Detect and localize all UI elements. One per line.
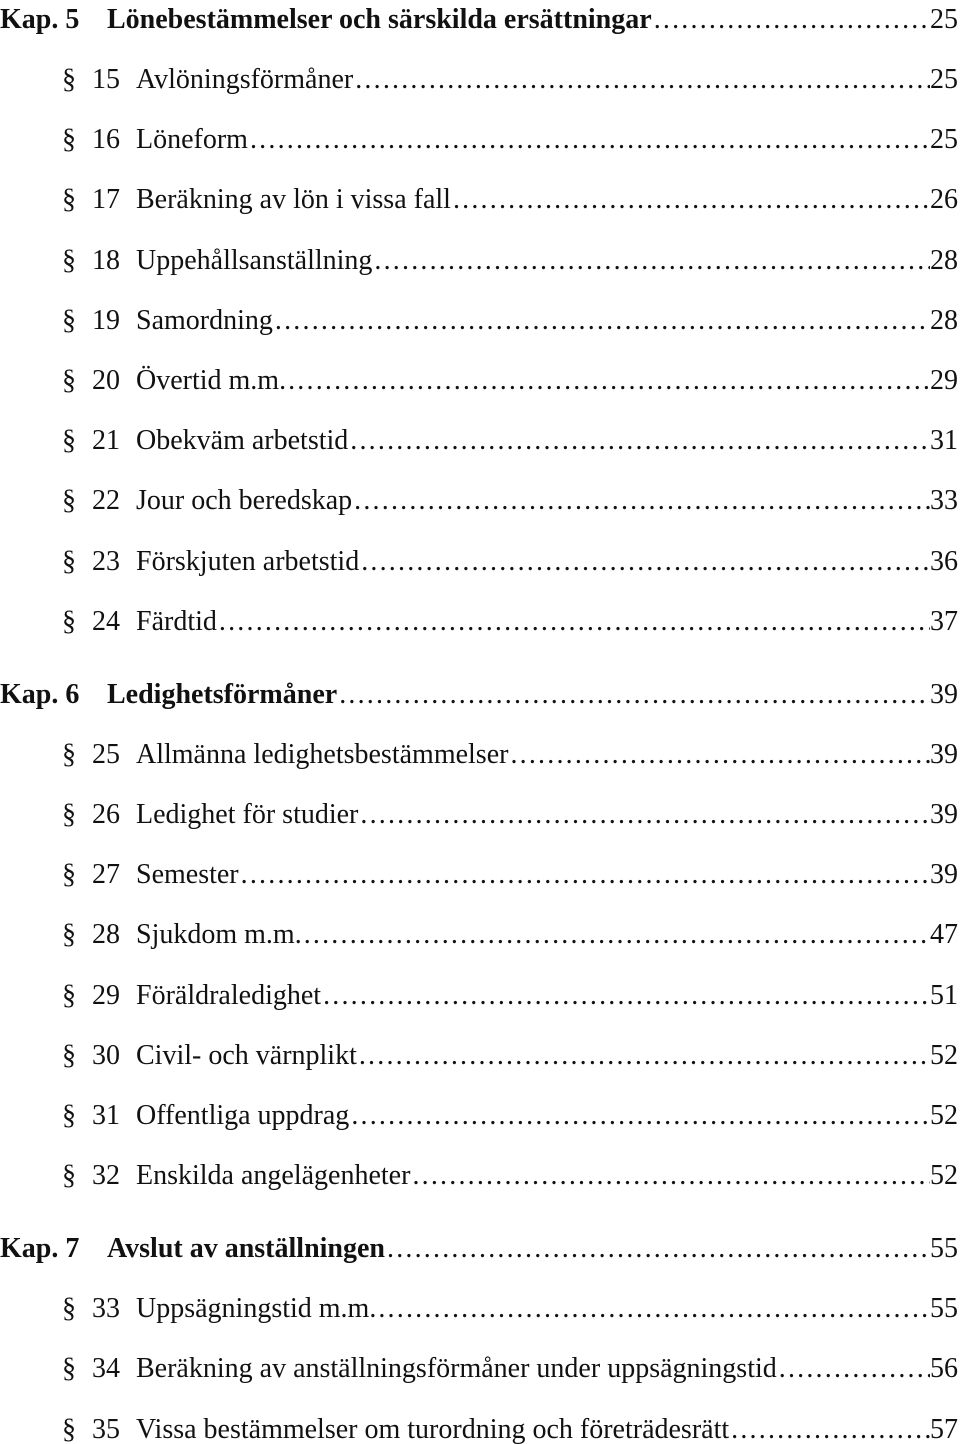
section-number: 27	[92, 859, 120, 890]
section-symbol: §	[62, 1413, 76, 1444]
section-symbol: §	[62, 605, 76, 636]
toc-section-entry[interactable]	[0, 415, 958, 455]
section-symbol: §	[62, 545, 76, 576]
toc-section-entry[interactable]	[0, 729, 958, 769]
section-symbol: §	[62, 485, 76, 516]
entry-title: Civil- och värnplikt	[136, 1039, 357, 1070]
section-number: 32	[92, 1160, 120, 1191]
dot-leader	[777, 1355, 930, 1383]
section-number: 28	[92, 919, 120, 950]
dot-leader	[359, 548, 930, 576]
dot-leader	[273, 307, 930, 335]
entry-title: Ledighet för studier	[136, 799, 359, 829]
entry-title: Avlöningsförmåner	[136, 64, 354, 94]
section-symbol: §	[62, 425, 76, 456]
toc-chapter-entry[interactable]	[0, 669, 958, 709]
chapter-number: Kap. 6	[0, 678, 80, 709]
dot-leader	[376, 1295, 930, 1323]
dot-leader	[353, 66, 930, 94]
toc-section-entry[interactable]	[0, 909, 958, 949]
entry-title: Uppsägningstid m.m.	[136, 1293, 377, 1324]
page-number: 28	[930, 244, 958, 275]
dot-leader	[352, 487, 930, 515]
section-number: 24	[92, 605, 120, 636]
dot-leader	[248, 126, 930, 154]
page-number: 39	[930, 859, 958, 890]
entry-title: Semester	[136, 859, 239, 890]
entry-title: Enskilda angelägenheter	[136, 1160, 411, 1191]
entry-title: Löneform	[136, 124, 248, 155]
section-number: 31	[92, 1100, 120, 1130]
page-number: 25	[930, 4, 958, 34]
page-number: 47	[930, 919, 958, 950]
entry-title: Förskjuten arbetstid	[136, 545, 360, 576]
dot-leader	[348, 427, 930, 455]
section-number: 26	[92, 799, 120, 829]
page-number: 52	[930, 1100, 958, 1130]
page-number: 55	[930, 1293, 958, 1324]
dot-leader	[652, 6, 930, 34]
toc-section-entry[interactable]	[0, 1283, 958, 1323]
toc-section-entry[interactable]	[0, 174, 958, 214]
section-number: 25	[92, 738, 120, 769]
section-symbol: §	[62, 124, 76, 155]
section-number: 34	[92, 1353, 120, 1384]
page-number: 39	[930, 678, 958, 709]
section-symbol: §	[62, 365, 76, 395]
section-symbol: §	[62, 738, 76, 769]
page-number: 29	[930, 365, 958, 395]
chapter-number: Kap. 5	[0, 4, 80, 34]
section-number: 21	[92, 425, 120, 456]
dot-leader	[357, 1042, 930, 1070]
toc-chapter-entry[interactable]	[0, 0, 958, 34]
section-number: 18	[92, 244, 120, 275]
entry-title: Jour och beredskap	[136, 485, 353, 516]
page-number: 39	[930, 738, 958, 769]
section-number: 35	[92, 1413, 120, 1444]
toc-section-entry[interactable]	[0, 789, 958, 829]
entry-title: Sjukdom m.m.	[136, 919, 302, 950]
toc-section-entry[interactable]	[0, 1030, 958, 1070]
dot-leader	[239, 861, 930, 889]
page-number: 28	[930, 304, 958, 335]
section-symbol: §	[62, 184, 76, 215]
toc-section-entry[interactable]	[0, 1150, 958, 1190]
entry-title: Lönebestämmelser och särskilda ersättningar	[107, 4, 652, 34]
toc-section-entry[interactable]	[0, 849, 958, 889]
section-number: 17	[92, 184, 120, 215]
dot-leader	[286, 367, 930, 395]
entry-title: Övertid m.m.	[136, 365, 287, 395]
chapter-number: Kap. 7	[0, 1233, 80, 1264]
toc-section-entry[interactable]	[0, 1404, 958, 1444]
dot-leader	[358, 801, 930, 829]
section-symbol: §	[62, 304, 76, 335]
page-number: 52	[930, 1160, 958, 1191]
toc-section-entry[interactable]	[0, 54, 958, 94]
page-number: 37	[930, 605, 958, 636]
page-number: 26	[930, 184, 958, 215]
entry-title: Samordning	[136, 304, 273, 335]
entry-title: Avslut av anställningen	[107, 1233, 385, 1264]
dot-leader	[302, 921, 930, 949]
section-number: 16	[92, 124, 120, 155]
entry-title: Ledighetsförmåner	[107, 678, 338, 709]
page-number: 55	[930, 1233, 958, 1264]
section-symbol: §	[62, 244, 76, 275]
dot-leader	[410, 1162, 930, 1190]
page-number: 33	[930, 485, 958, 516]
section-symbol: §	[62, 1293, 76, 1324]
section-symbol: §	[62, 919, 76, 950]
section-number: 33	[92, 1293, 120, 1324]
section-symbol: §	[62, 979, 76, 1010]
toc-section-entry[interactable]	[0, 970, 958, 1010]
page-number: 39	[930, 799, 958, 829]
dot-leader	[729, 1416, 930, 1444]
dot-leader	[217, 608, 930, 636]
toc-section-entry[interactable]	[0, 114, 958, 154]
page-number: 52	[930, 1039, 958, 1070]
entry-title: Färdtid	[136, 605, 217, 636]
toc-section-entry[interactable]	[0, 475, 958, 515]
section-symbol: §	[62, 1039, 76, 1070]
entry-title: Uppehållsanställning	[136, 244, 373, 275]
section-number: 22	[92, 485, 120, 516]
section-symbol: §	[62, 1160, 76, 1191]
section-number: 19	[92, 304, 120, 335]
entry-title: Beräkning av anställningsförmåner under uppsägningstid	[136, 1353, 777, 1384]
dot-leader	[372, 247, 930, 275]
page-number: 25	[930, 124, 958, 155]
dot-leader	[451, 186, 930, 214]
entry-title: Obekväm arbetstid	[136, 425, 349, 456]
section-symbol: §	[62, 1353, 76, 1384]
entry-title: Beräkning av lön i vissa fall	[136, 184, 451, 215]
page-number: 57	[930, 1413, 958, 1444]
toc-chapter-entry[interactable]	[0, 1223, 958, 1263]
dot-leader	[321, 982, 930, 1010]
page-number: 56	[930, 1353, 958, 1384]
page-number: 31	[930, 425, 958, 456]
entry-title: Offentliga uppdrag	[136, 1100, 350, 1130]
toc-section-entry[interactable]	[0, 235, 958, 275]
entry-title: Vissa bestämmelser om turordning och företrädesrätt	[136, 1413, 730, 1444]
toc-section-entry[interactable]	[0, 1090, 958, 1130]
page-number: 51	[930, 979, 958, 1010]
section-number: 23	[92, 545, 120, 576]
section-symbol: §	[62, 859, 76, 890]
page-number: 25	[930, 64, 958, 94]
entry-title: Föräldraledighet	[136, 979, 322, 1010]
section-number: 20	[92, 365, 120, 395]
dot-leader	[349, 1102, 930, 1130]
dot-leader	[385, 1235, 930, 1263]
toc-section-entry[interactable]	[0, 355, 958, 395]
section-number: 29	[92, 979, 120, 1010]
section-number: 15	[92, 64, 120, 94]
section-symbol: §	[62, 799, 76, 829]
section-symbol: §	[62, 1100, 76, 1130]
section-number: 30	[92, 1039, 120, 1070]
entry-title: Allmänna ledighetsbestämmelser	[136, 738, 509, 769]
dot-leader	[337, 681, 930, 709]
toc-section-entry[interactable]	[0, 1343, 958, 1383]
toc-section-entry[interactable]	[0, 536, 958, 576]
dot-leader	[508, 741, 930, 769]
page-number: 36	[930, 545, 958, 576]
toc-section-entry[interactable]	[0, 596, 958, 636]
toc-section-entry[interactable]	[0, 295, 958, 335]
section-symbol: §	[62, 64, 76, 94]
